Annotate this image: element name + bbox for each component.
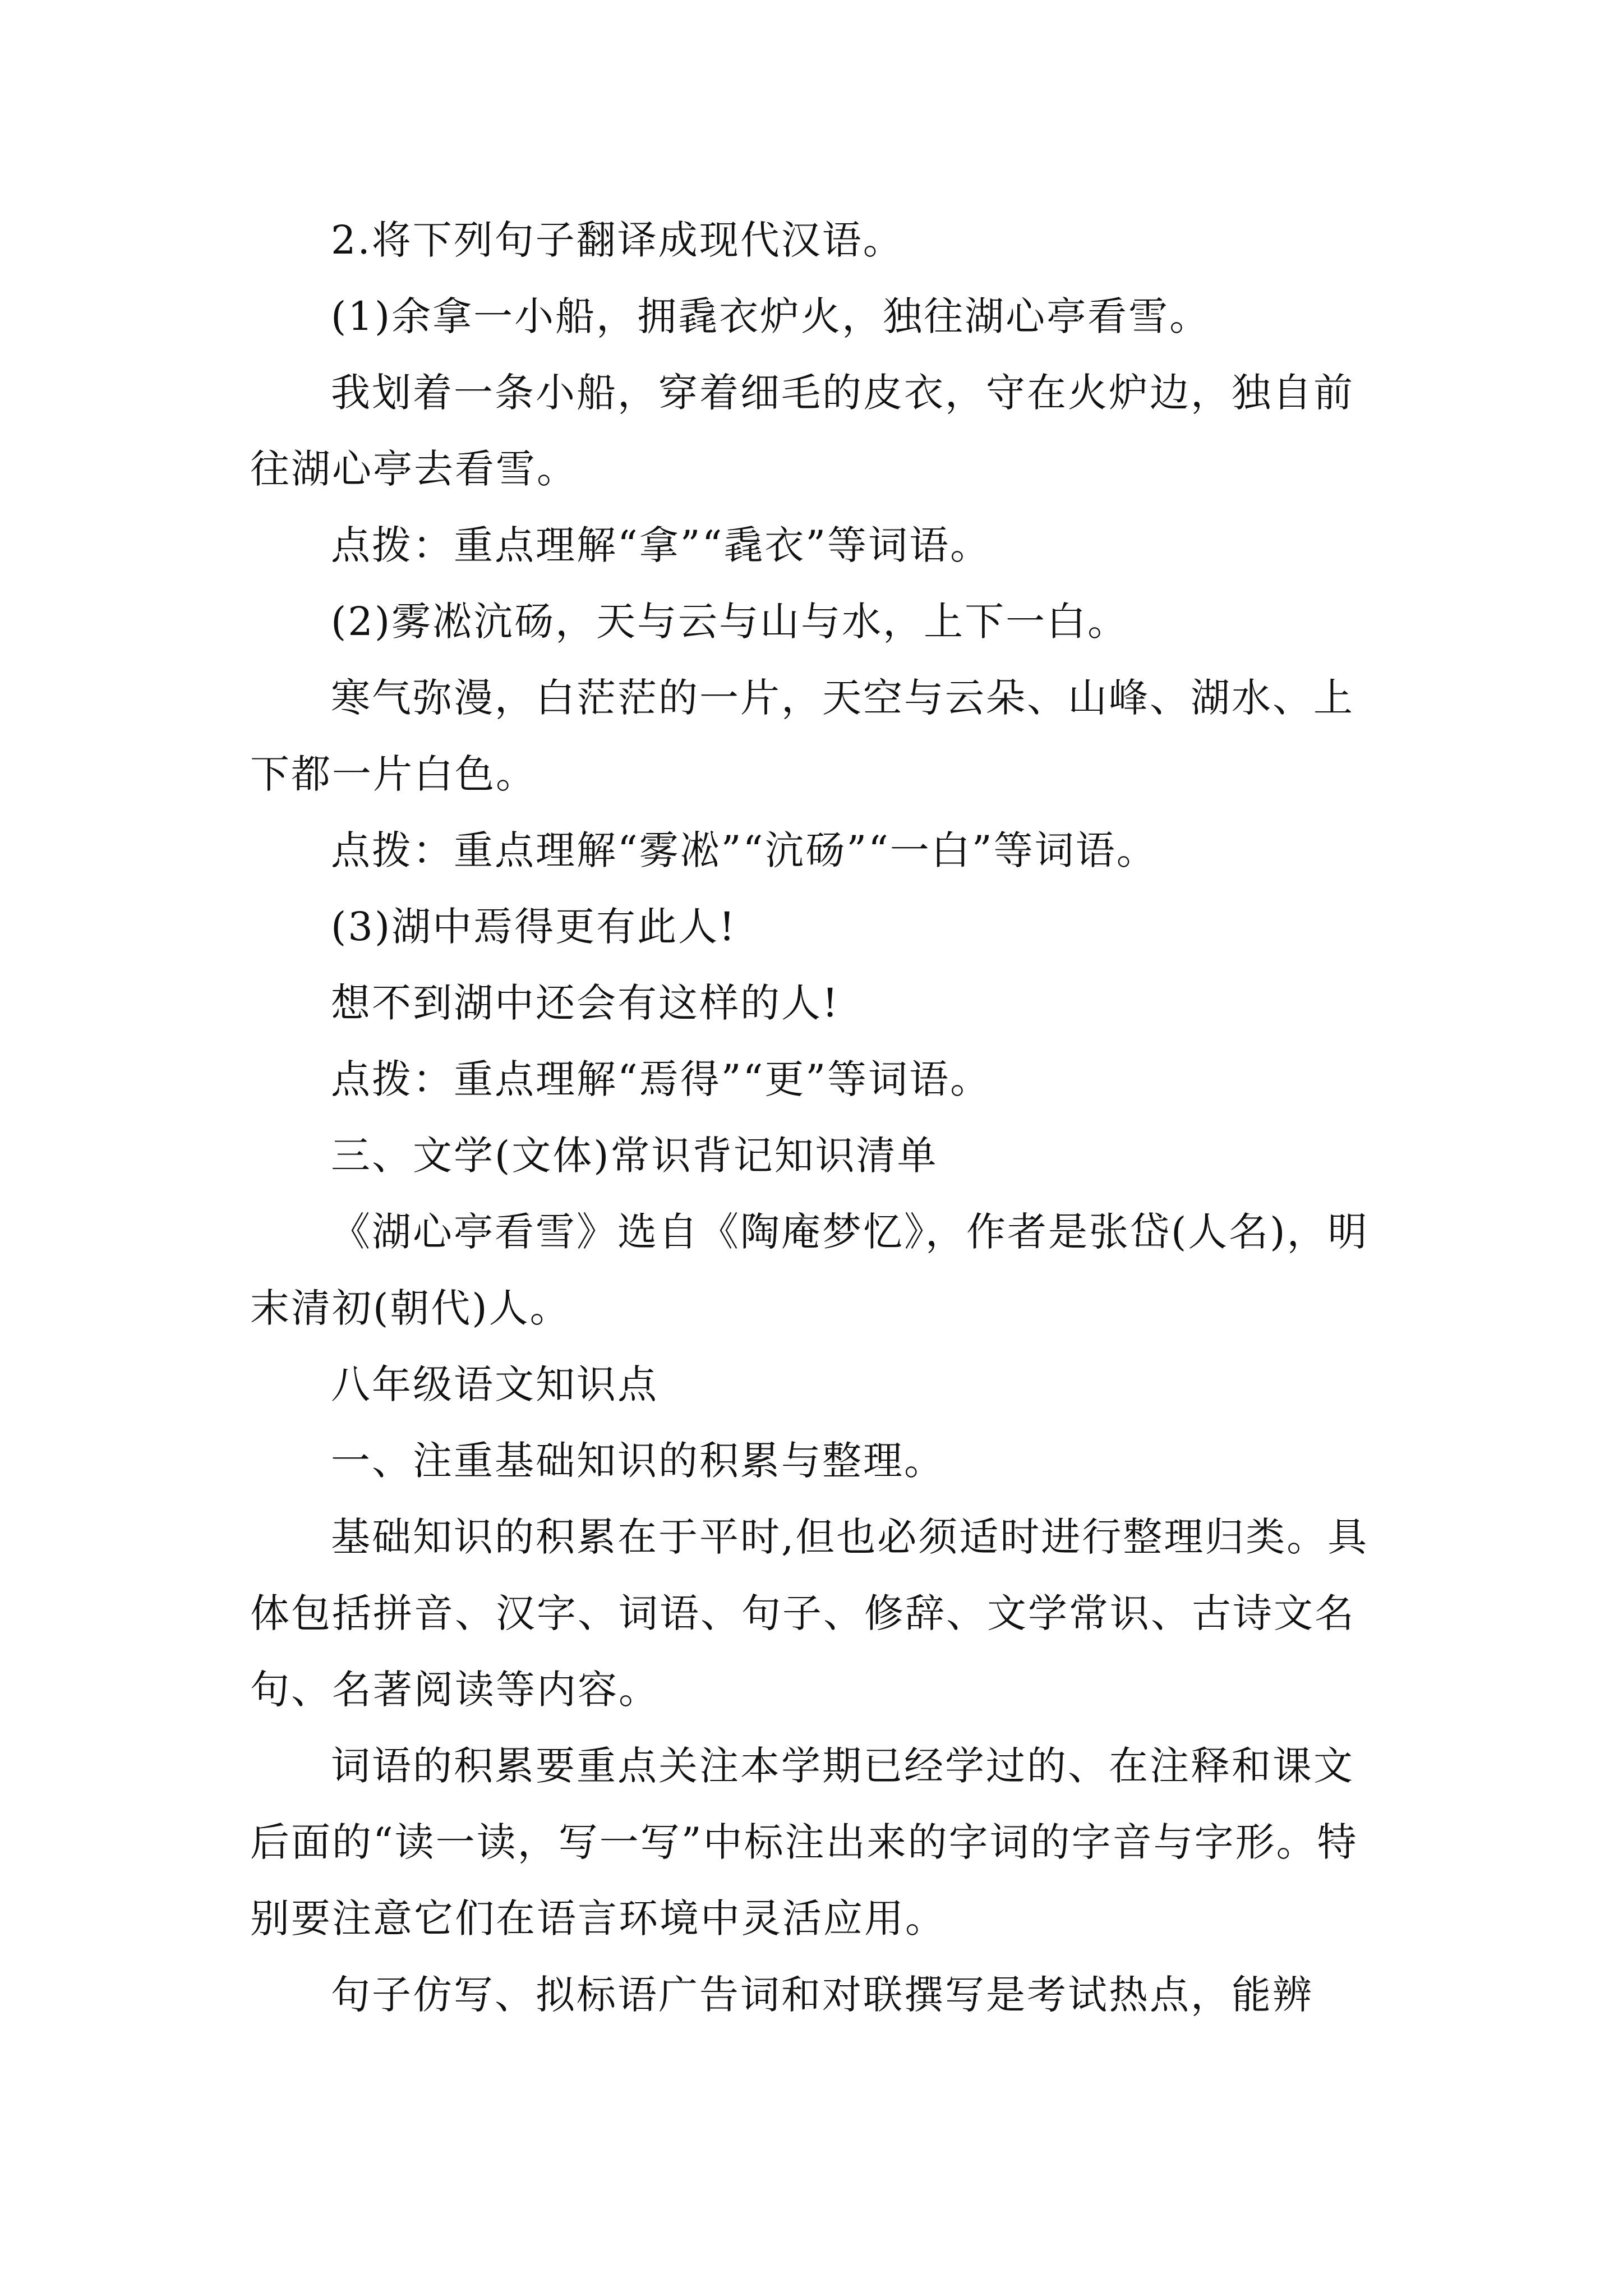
paragraph-sentence-2: (2)雾凇沆砀，天与云与山与水，上下一白。 xyxy=(331,599,1129,645)
section-heading-basics: 一、注重基础知识的积累与整理。 xyxy=(331,1438,945,1484)
paragraph-sentence-imitation: 句子仿写、拟标语广告词和对联撰写是考试热点，能辨 xyxy=(331,1972,1313,2018)
paragraph-hint-2: 点拨：重点理解“雾凇”“沆砀”“一白”等词语。 xyxy=(331,827,1158,873)
paragraph-sentence-3: (3)湖中焉得更有此人! xyxy=(331,904,737,950)
paragraph-literature-note: 《湖心亭看雪》选自《陶庵梦忆》，作者是张岱(人名)，明末清初(朝代)人。 xyxy=(250,1209,1369,1331)
paragraph-translation-1: 我划着一条小船，穿着细毛的皮衣，守在火炉边，独自前往湖心亭去看雪。 xyxy=(250,370,1354,492)
paragraph-vocabulary: 词语的积累要重点关注本学期已经学过的、在注释和课文后面的“读一读，写一写”中标注出来的字词的字音与字形。特别要注意它们在语言环境中灵活应用。 xyxy=(250,1743,1358,1941)
section-heading-grade8: 八年级语文知识点 xyxy=(331,1361,658,1407)
paragraph-translation-3: 想不到湖中还会有这样的人! xyxy=(331,980,840,1026)
section-heading-literature: 三、文学(文体)常识背记知识清单 xyxy=(331,1133,938,1179)
paragraph-sentence-1: (1)余拿一小船，拥毳衣炉火，独往湖心亭看雪。 xyxy=(331,293,1211,339)
paragraph-translate-heading: 2.将下列句子翻译成现代汉语。 xyxy=(331,217,904,263)
paragraph-hint-1: 点拨：重点理解“拿”“毳衣”等词语。 xyxy=(331,522,992,568)
paragraph-translation-2: 寒气弥漫，白茫茫的一片，天空与云朵、山峰、湖水、上下都一片白色。 xyxy=(250,675,1354,797)
paragraph-hint-3: 点拨：重点理解“焉得”“更”等词语。 xyxy=(331,1056,992,1102)
paragraph-basics-accumulation: 基础知识的积累在于平时,但也必须适时进行整理归类。具体包括拼音、汉字、词语、句子、修辞、文学常识、古诗文名句、名著阅读等内容。 xyxy=(250,1514,1369,1713)
document-body xyxy=(250,202,1389,2033)
